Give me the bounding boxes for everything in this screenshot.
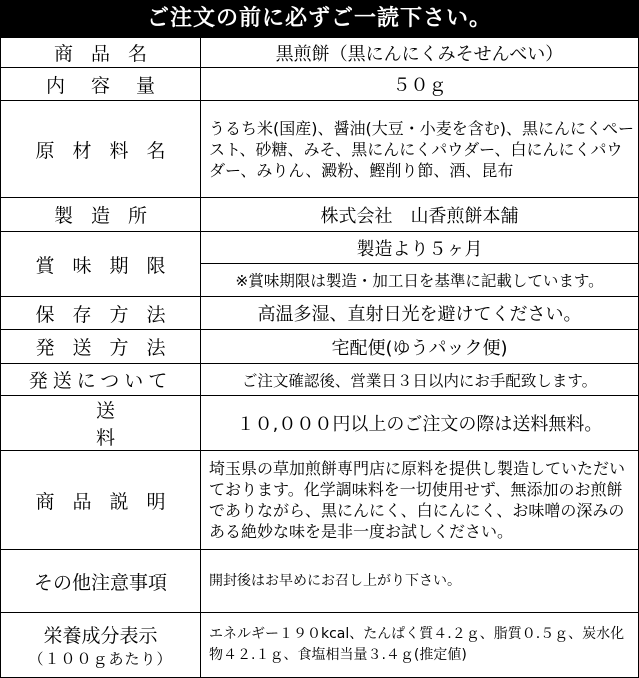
table-row	[1, 364, 639, 396]
page-title: ご注文の前に必ずご一読下さい。	[0, 0, 639, 37]
row-value-shipping-info: ご注文確認後、営業日３日以内にお手配致します。	[201, 364, 639, 396]
table-row	[1, 38, 639, 68]
row-label-best-before: 賞味期限	[1, 232, 201, 297]
table-row	[1, 451, 639, 550]
row-label-notes: その他注意事項	[1, 550, 201, 613]
row-value-manufacturer: 株式会社 山香煎餅本舗	[201, 198, 639, 232]
row-value-content: ５０ｇ	[201, 68, 639, 101]
nutrition-label: 栄養成分表示	[43, 625, 158, 647]
row-label-shipping-fee: 送料	[1, 396, 201, 451]
table-row	[1, 396, 639, 451]
nutrition-sublabel: （１００ｇあたり）	[28, 650, 173, 668]
row-value-storage: 高温多湿、直射日光を避けてください。	[201, 297, 639, 330]
row-label-ingredients: 原材料名	[1, 101, 201, 198]
table-row	[1, 68, 639, 101]
row-label-description: 商品説明	[1, 451, 201, 550]
row-value-notes: 開封後はお早めにお召し上がり下さい。	[201, 550, 639, 613]
row-label-product-name: 商品名	[1, 38, 201, 68]
row-label-content: 内容量	[1, 68, 201, 101]
row-value-ingredients: うるち米(国産)、醤油(大豆・小麦を含む)、黒にんにくペースト、砂糖、みそ、黒にんにくパウダー、白にんにくパウダー、みりん、澱粉、鰹削り節、酒、昆布	[201, 101, 639, 198]
row-label-shipping-method: 発送方法	[1, 330, 201, 364]
table-row	[1, 198, 639, 232]
row-label-shipping-info: 発送について	[1, 364, 201, 396]
row-label-manufacturer: 製造所	[1, 198, 201, 232]
table-row	[1, 232, 639, 264]
table-row	[1, 297, 639, 330]
row-value-best-before: 製造より５ヶ月	[201, 232, 639, 264]
row-value-shipping-fee: １０,０００円以上のご注文の際は送料無料。	[201, 396, 639, 451]
row-label-storage: 保存方法	[1, 297, 201, 330]
row-note-best-before: ※賞味期限は製造・加工日を基準に記載しています。	[201, 264, 639, 297]
row-value-description: 埼玉県の草加煎餅専門店に原料を提供し製造していただいております。化学調味料を一切使用せず、無添加のお煎餅でありながら、黒にんにく、白にんにく、お味噌の深みのある絶妙な味を是非一度お試しください。	[201, 451, 639, 550]
row-value-shipping-method: 宅配便(ゆうパック便)	[201, 330, 639, 364]
row-value-nutrition: エネルギー１９０kcal、たんぱく質４.２ｇ、脂質０.５ｇ、炭水化物４２.１ｇ、食塩相当量３.４ｇ(推定値)	[201, 613, 639, 678]
row-value-product-name: 黒煎餅（黒にんにくみそせんべい）	[201, 38, 639, 68]
table-row	[1, 613, 639, 678]
table-row	[1, 550, 639, 613]
table-row	[1, 330, 639, 364]
row-label-nutrition	[1, 613, 201, 678]
product-info-table	[0, 37, 639, 678]
table-row	[1, 101, 639, 198]
